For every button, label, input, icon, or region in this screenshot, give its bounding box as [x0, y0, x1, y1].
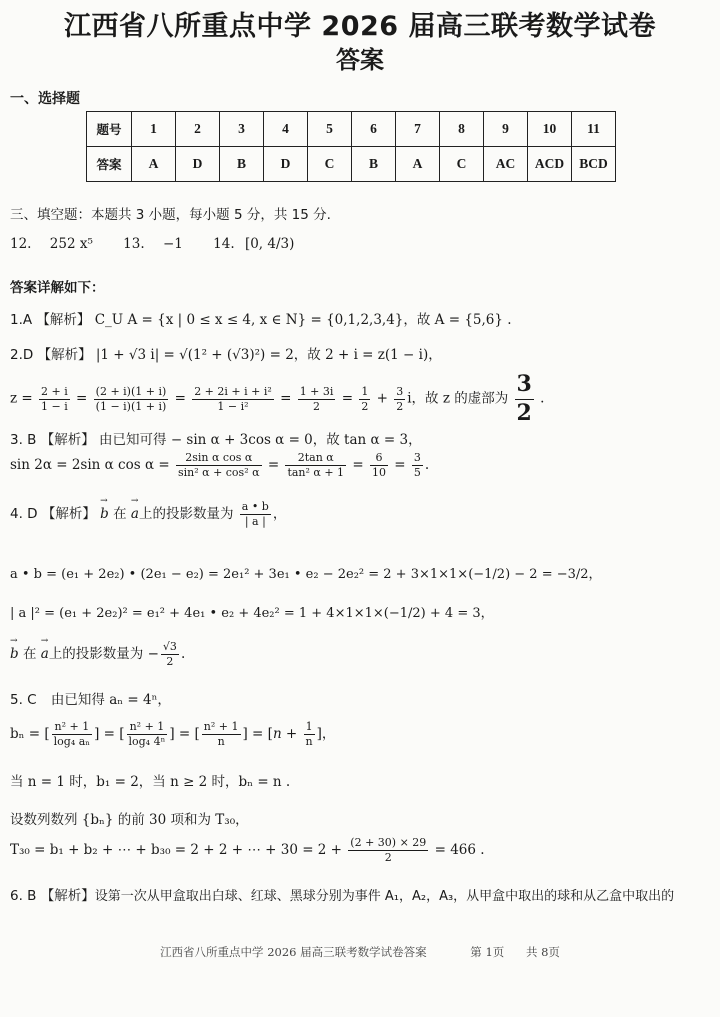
numerator: 1 + 3i [299, 384, 334, 398]
numerator: √3 [162, 640, 177, 653]
denominator: 2 [384, 850, 392, 864]
denominator: 1 − i² [217, 399, 249, 413]
table-cell: 1 [132, 112, 176, 147]
footer-total: 共 8页 [525, 945, 560, 959]
fraction [359, 385, 370, 414]
q1-conclusion: ，故 A = {5,6} . [403, 312, 512, 328]
table-cell: 5 [308, 112, 352, 147]
table-cell: A [396, 147, 440, 182]
numerator: (2 + 30) × 29 [350, 836, 427, 849]
q6-text: 设第一次从甲盒取出白球、红球、黑球分别为事件 A₁，A₂，A₃，从甲盒中取出的球和从乙盒中取出的 [94, 889, 675, 904]
fill-num: 13. [123, 236, 145, 252]
q5-lhs: bₙ = [ [10, 725, 50, 742]
table-cell: B [352, 147, 396, 182]
numerator: 2tan α [285, 451, 346, 466]
table-cell: 9 [484, 112, 528, 147]
page-subtitle: 答案 [336, 46, 384, 74]
q2-tail: i，故 z 的虚部为 [407, 390, 509, 407]
section-heading-choice: 一、选择题 [10, 91, 80, 107]
fraction [304, 720, 315, 749]
table-cell: C [308, 147, 352, 182]
q2-line2: z = $\frac{2 + i}{1 - i}$ = $\frac{(2 + i)(1 + i)}{(1 - i)(1 + i)}$ = $\frac{\text{2 + 2i + i + i²}}{\text{1 − i²}}$ = $\frac{1 + 3i}{2}$ = $\frac{1}{2}$ + $\frac{3}{2}$ i，故 z 的虚部为 $\frac{3}{2}$ . [10, 371, 545, 426]
q4-line4 [10, 640, 185, 669]
q1-math: C_U A = {x | 0 ≤ x ≤ 4, x ∈ N} = {0,1,2,3,4} [94, 312, 404, 328]
table-cell: 2 [176, 112, 220, 147]
q1-line [10, 308, 512, 328]
q5-text: 由已知得 aₙ = 4ⁿ， [50, 692, 171, 708]
q3-text: 由已知可得 − sin α + 3cos α = 0，故 tan α = 3， [99, 432, 422, 448]
details-heading: 答案详解如下： [10, 280, 105, 296]
numerator: 3 [413, 451, 421, 464]
denominator: 2 [166, 654, 174, 668]
numerator: a • b [241, 500, 269, 513]
numerator: 3 [396, 384, 404, 398]
denominator: 2 [396, 399, 404, 413]
q2-end: . [540, 390, 545, 407]
q5-line3: 当 n = 1 时，b₁ = 2，当 n ≥ 2 时，bₙ = n . [10, 774, 291, 790]
table-cell: 10 [528, 112, 572, 147]
denominator: 2 [516, 399, 532, 426]
denominator: n [305, 734, 313, 748]
q5-line1 [10, 688, 171, 708]
numerator: 2 + 2i + i + i² [194, 384, 272, 398]
fraction [370, 451, 388, 480]
table-cell: B [220, 147, 264, 182]
q4-tail: 上的投影数量为 [138, 505, 234, 522]
denominator: (1 − i)(1 + i) [95, 399, 167, 413]
page-footer [0, 944, 720, 960]
fraction [94, 385, 169, 414]
numerator: 1 [304, 720, 315, 735]
numerator: 2sin α cos α [176, 451, 262, 466]
q5-line5 [10, 836, 485, 865]
q4-tail2: 上的投影数量为 − [48, 645, 159, 662]
q6-label: 6. B 【解析】 [10, 888, 95, 904]
fraction [285, 451, 346, 480]
footer-title: 江西省八所重点中学 2026 届高三联考数学试卷答案 [160, 945, 427, 959]
table-cell: D [176, 147, 220, 182]
table-cell: C [440, 147, 484, 182]
fraction [412, 451, 423, 480]
table-row-answers [87, 147, 616, 182]
numerator: 2 + i [41, 384, 68, 398]
vector-a: → a [131, 506, 139, 522]
numerator: n² + 1 [127, 720, 168, 735]
q2-text: |1 + √3 i| = √(1² + (√3)²) = 2，故 2 + i = z(1 − i)， [95, 347, 442, 363]
numerator: 3 [515, 371, 534, 400]
q4-line3: | a |² = (e₁ + 2e₂)² = e₁² + 4e₁ • e₂ + 4e₂² = 1 + 4×1×1×(−1/2) + 4 = 3， [10, 606, 494, 621]
denominator: 1 − i [41, 399, 68, 413]
denominator: sin² α + cos² α [177, 465, 260, 479]
table-cell: 6 [352, 112, 396, 147]
table-cell: 4 [264, 112, 308, 147]
q4-mid: 在 [113, 505, 127, 522]
denominator: | a | [244, 514, 266, 528]
projection-fraction [240, 500, 271, 529]
row-label-number: 题号 [87, 112, 132, 147]
numerator: n² + 1 [203, 720, 239, 733]
denominator: 5 [413, 465, 421, 479]
fill-num: 12. [10, 236, 32, 252]
q5-line2: bₙ = [ $\frac{\text{n² + 1}}{\text{log₄ aₙ}}$ ] = [ $\frac{\text{n² + 1}}{\text{log₄ 4ⁿ}}$ ] = [ $\frac{\text{n² + 1}}{n}$ ] = [n + $\frac{1}{n}$ ]， [10, 720, 336, 748]
table-cell: A [132, 147, 176, 182]
q4-mid: 在 [22, 645, 37, 662]
fill-answer: −1 [162, 236, 183, 252]
denominator: 2 [361, 399, 369, 413]
denominator: n [217, 734, 225, 748]
page-title: 江西省八所重点中学 2026 届高三联考数学试卷 [64, 11, 656, 42]
q5-label: 5. C [10, 692, 37, 708]
q5-line4: 设数列数列 {bₙ} 的前 30 项和为 T₃₀， [10, 812, 249, 828]
denominator: 2 [313, 399, 321, 413]
vector-b: → b [10, 646, 19, 662]
table-cell: 7 [396, 112, 440, 147]
table-cell: 3 [220, 112, 264, 147]
fraction [39, 385, 70, 414]
q3-line1 [10, 428, 422, 448]
q3-label: 3. B 【解析】 [10, 432, 95, 448]
numerator: 6 [370, 451, 388, 466]
q2-line1 [10, 343, 442, 363]
table-cell: BCD [572, 147, 616, 182]
q6-line1 [10, 884, 674, 904]
table-cell: 11 [572, 112, 616, 147]
fraction [394, 385, 405, 414]
table-cell: D [264, 147, 308, 182]
denominator: tan² α + 1 [287, 465, 345, 479]
numerator: 1 [361, 384, 369, 398]
section-heading-fill: 三、填空题：本题共 3 小题，每小题 5 分，共 15 分. [10, 207, 331, 223]
fill-answer: 252 x⁵ [49, 236, 93, 252]
fill-answer: [0, 4/3) [244, 236, 295, 252]
q2-z: z = [10, 390, 33, 407]
q3-lhs: sin 2α = 2sin α cos α = [10, 456, 170, 473]
fraction [52, 720, 92, 749]
fraction [176, 451, 262, 480]
imaginary-part-fraction [515, 371, 534, 427]
table-cell: AC [484, 147, 528, 182]
fill-num: 14. [213, 236, 235, 252]
denominator: log₄ aₙ [53, 734, 91, 748]
answer-table [86, 111, 616, 182]
fill-answers [10, 236, 294, 252]
q5-sum-rhs: = 466 . [434, 841, 485, 858]
vector-b: → b [100, 506, 109, 522]
q1-label: 1.A 【解析】 [10, 312, 91, 328]
q2-label: 2.D 【解析】 [10, 347, 92, 363]
q3-line2: sin 2α = 2sin α cos α = $\frac{\text{2sin α cos α}}{\text{sin² α + cos² α}}$ = $\frac{\text{2tan α}}{\text{tan² α + 1}}$ = $\frac{6}{10}$ = $\frac{3}{5}$ . [10, 451, 430, 479]
q4-line1: 4. D 【解析】 → b 在 → a上的投影数量为 $\frac{a • b}{| a |}$ ， [10, 500, 286, 529]
denominator: log₄ 4ⁿ [128, 734, 166, 748]
q4-end: . [180, 645, 186, 662]
row-label-answer: 答案 [87, 147, 132, 182]
fraction [298, 385, 336, 414]
q5-sum-lhs: T₃₀ = b₁ + b₂ + ⋯ + b₃₀ = 2 + 2 + ⋯ + 30 = 2 + [10, 841, 342, 858]
vector-a: → a [41, 646, 49, 662]
q3-end: . [424, 456, 430, 473]
numerator: (2 + i)(1 + i) [95, 384, 167, 398]
footer-page: 第 1页 [470, 945, 505, 959]
fraction [127, 720, 168, 749]
q4-line2: a • b = (e₁ + 2e₂) • (2e₁ − e₂) = 2e₁² + 3e₁ • e₂ − 2e₂² = 2 + 3×1×1×(−1/2) − 2 = −3/2， [10, 567, 602, 582]
fraction [202, 720, 241, 749]
fraction [348, 836, 428, 865]
q4-label: 4. D 【解析】 [10, 505, 96, 522]
result-fraction [161, 640, 179, 669]
numerator: n² + 1 [52, 720, 92, 735]
table-cell: 8 [440, 112, 484, 147]
fraction [192, 385, 274, 414]
denominator: 10 [371, 465, 386, 479]
table-row-numbers [87, 112, 616, 147]
table-cell: ACD [528, 147, 572, 182]
